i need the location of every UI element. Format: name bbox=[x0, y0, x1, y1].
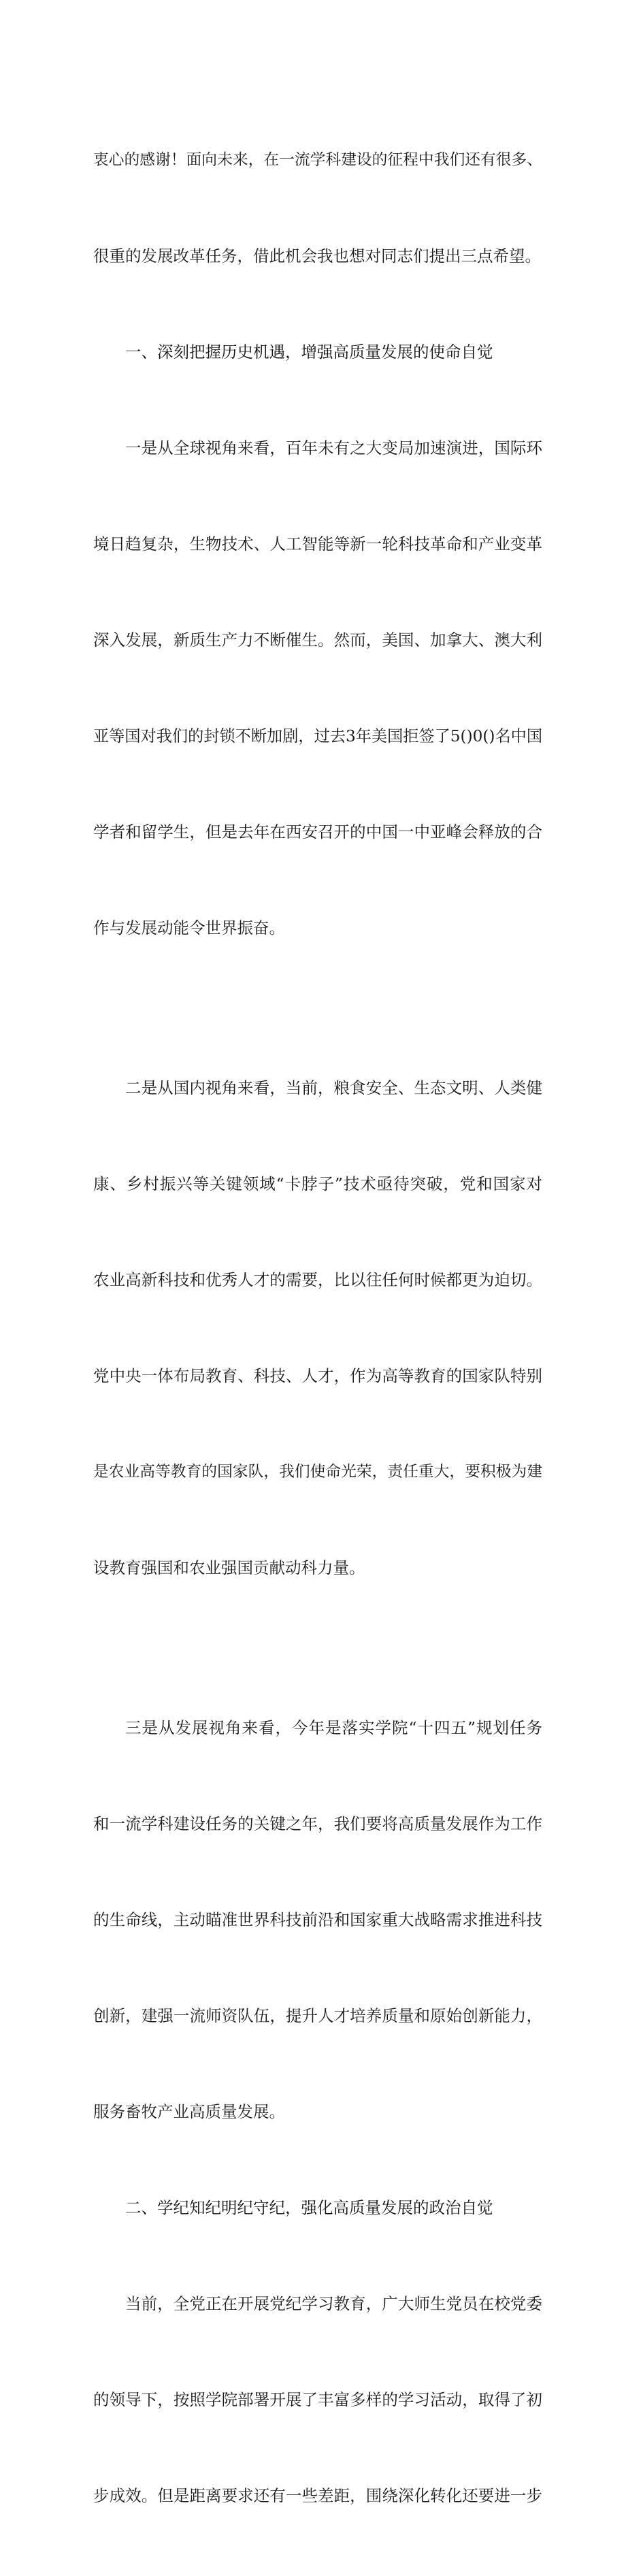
text-line: 党中央一体布局教育、科技、人才，作为高等教育的国家队特别 bbox=[93, 1366, 542, 1385]
paragraph-global-view bbox=[93, 368, 542, 1008]
text-line: 一是从全球视角来看，百年未有之大变局加速演进，国际环 bbox=[125, 438, 542, 457]
text-line: 亚等国对我们的封锁不断加剧，过去3年美国拒签了5()0()名中国 bbox=[93, 727, 542, 745]
text-line: 很重的发展改革任务，借此机会我也想对同志们提出三点希望。 bbox=[93, 246, 541, 265]
text-line: 服务畜牧产业高质量发展。 bbox=[93, 2102, 285, 2121]
text-line: 设教育强国和农业强国贡献动科力量。 bbox=[93, 1558, 365, 1577]
paragraph-development-view bbox=[93, 1648, 542, 2192]
text-line: 学者和留学生，但是去年在西安召开的中国一中亚峰会释放的合 bbox=[93, 822, 542, 841]
section-heading-1: 一、深刻把握历史机遇，增强高质量发展的使命自觉 bbox=[125, 342, 493, 361]
paragraph-domestic-view bbox=[93, 1008, 542, 1648]
text-line: 境日趋复杂，生物技术、人工智能等新一轮科技革命和产业变革 bbox=[93, 534, 542, 553]
text-line: 是农业高等教育的国家队，我们使命光荣，责任重大，要积极为建 bbox=[93, 1463, 542, 1481]
text-line: 创新，建强一流师资队伍，提升人才培养质量和原始创新能力， bbox=[93, 2006, 542, 2025]
text-line: 当前，全党正在开展党纪学习教育，广大师生党员在校党委 bbox=[125, 2294, 542, 2313]
paragraph-intro bbox=[93, 80, 542, 336]
text-line: 二是从国内视角来看，当前，粮食安全、生态文明、人类健 bbox=[125, 1078, 542, 1097]
text-line: 三是从发展视角来看，今年是落实学院“十四五”规划任务 bbox=[125, 1718, 542, 1737]
text-line: 康、乡村振兴等关键领域“卡脖子”技术亟待突破，党和国家对 bbox=[93, 1174, 542, 1193]
paragraph-discipline-education bbox=[93, 2224, 542, 2576]
text-line: 作与发展动能令世界振奋。 bbox=[93, 918, 285, 937]
text-line: 衷心的感谢！面向未来，在一流学科建设的征程中我们还有很多、 bbox=[93, 151, 542, 169]
section-heading-2: 二、学纪知纪明纪守纪，强化高质量发展的政治自觉 bbox=[125, 2198, 493, 2217]
document-body bbox=[93, 80, 542, 2576]
text-line: 农业高新科技和优秀人才的需要，比以往任何时候都更为迫切。 bbox=[93, 1270, 542, 1289]
text-line: 的生命线，主动瞄准世界科技前沿和国家重大战略需求推进科技 bbox=[93, 1910, 542, 1929]
text-line: 和一流学科建设任务的关键之年，我们要将高质量发展作为工作 bbox=[93, 1814, 542, 1833]
text-line: 深入发展，新质生产力不断催生。然而，美国、加拿大、澳大利 bbox=[93, 630, 542, 649]
text-line: 步成效。但是距离要求还有一些差距，围绕深化转化还要进一步 bbox=[93, 2486, 542, 2505]
text-line: 的领导下，按照学院部署开展了丰富多样的学习活动，取得了初 bbox=[93, 2390, 542, 2409]
